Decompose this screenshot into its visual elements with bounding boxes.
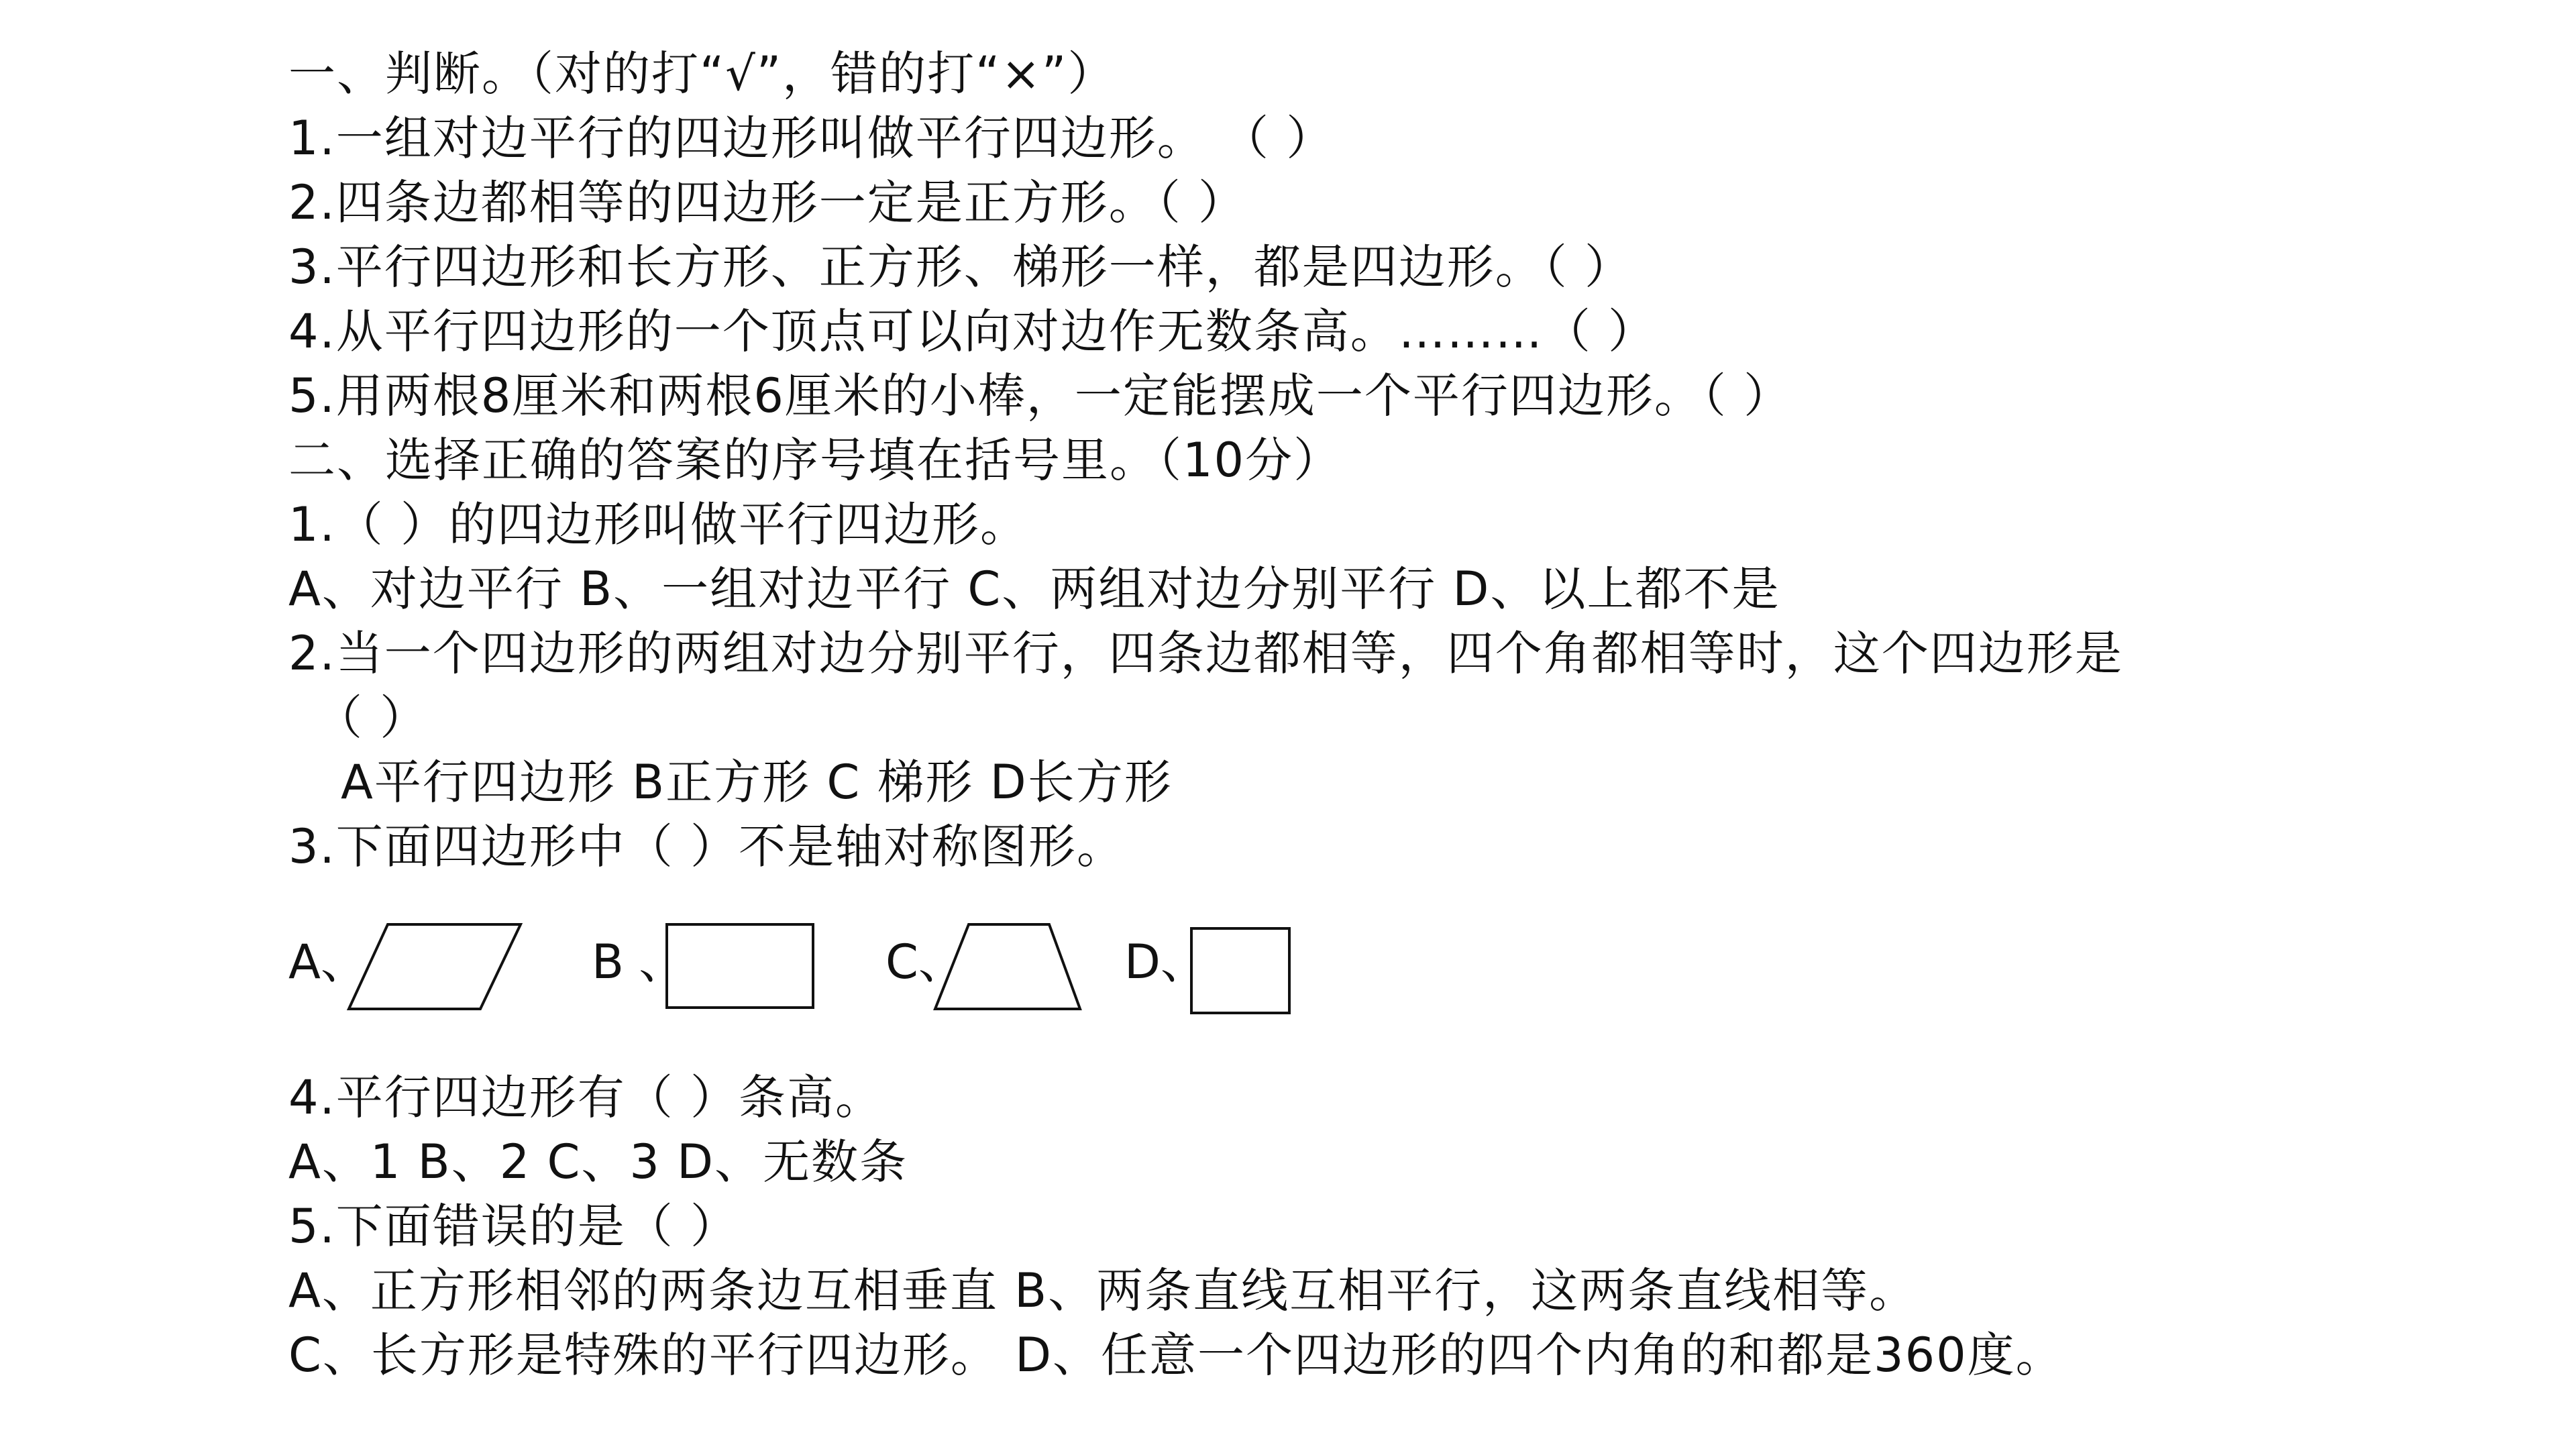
square-shape <box>1190 927 1291 1014</box>
choice-q3-shapes <box>288 895 2368 1036</box>
choice-q1-options: A、对边平行 B、一组对边平行 C、两组对边分别平行 D、以上都不是 <box>288 561 1780 616</box>
judge-item-5: 5.用两根8厘米和两根6厘米的小棒，一定能摆成一个平行四边形。（ ） <box>288 368 1792 423</box>
shape-label-b: B 、 <box>592 934 686 989</box>
choice-q4-stem: 4.平行四边形有（ ）条高。 <box>288 1070 884 1125</box>
choice-q2-options: A平行四边形 B正方形 C 梯形 D长方形 <box>341 755 1173 810</box>
judge-item-2: 2.四条边都相等的四边形一定是正方形。（ ） <box>288 175 1247 230</box>
choice-q5-stem: 5.下面错误的是（ ） <box>288 1199 739 1254</box>
shape-label-d: D、 <box>1124 934 1208 989</box>
judge-item-1: 1.一组对边平行的四边形叫做平行四边形。 （ ） <box>288 111 1335 166</box>
choice-q4-options: A、1 B、2 C、3 D、无数条 <box>288 1134 908 1189</box>
choice-q3-stem: 3.下面四边形中（ ）不是轴对称图形。 <box>288 819 1126 874</box>
shape-label-a: A、 <box>288 934 368 989</box>
choice-q2-stem: 2.当一个四边形的两组对边分别平行，四条边都相等，四个角都相等时，这个四边形是 <box>288 626 2123 681</box>
shape-label-c: C、 <box>885 934 965 989</box>
choice-q5-options-row1: A、正方形相邻的两条边互相垂直 B、两条直线互相平行，这两条直线相等。 <box>288 1263 1918 1318</box>
section1-title: 一、判断。（对的打“√”，错的打“×”） <box>288 46 1116 101</box>
choice-q5-options-row2: C、长方形是特殊的平行四边形。 D、任意一个四边形的四个内角的和都是360度。 <box>288 1328 2064 1383</box>
judge-item-4: 4.从平行四边形的一个顶点可以向对边作无数条高。………（ ） <box>288 304 1657 359</box>
section2-title: 二、选择正确的答案的序号填在括号里。（10分） <box>288 433 1342 488</box>
rectangle-shape <box>665 923 814 1009</box>
judge-item-3: 3.平行四边形和长方形、正方形、梯形一样，都是四边形。（ ） <box>288 239 1633 294</box>
choice-q1-stem: 1.（ ）的四边形叫做平行四边形。 <box>288 497 1029 552</box>
parallelogram-shape <box>347 923 522 1010</box>
worksheet <box>288 42 2368 1387</box>
choice-q2-stem-cont: （ ） <box>315 690 429 745</box>
trapezoid-shape <box>934 923 1081 1010</box>
